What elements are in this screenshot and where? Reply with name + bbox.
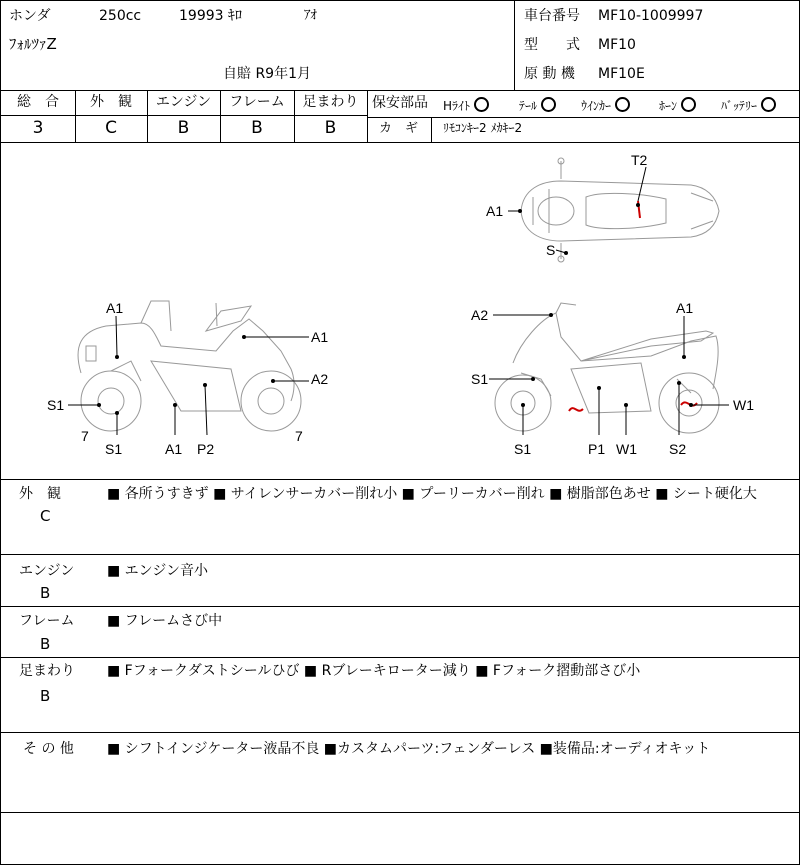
divider [431, 117, 432, 142]
key-value: ﾘﾓｺﾝｷｰ2 ﾒｶｷｰ2 [443, 121, 523, 135]
label-7: 7 [81, 428, 89, 444]
label-a2: A2 [311, 371, 329, 387]
divider [1, 90, 799, 91]
divider [1, 554, 799, 555]
divider [1, 479, 799, 480]
label-a1: A1 [486, 203, 504, 219]
label-p1: P1 [588, 441, 606, 457]
label-s2: S2 [669, 441, 687, 457]
exterior-grade: C [105, 118, 117, 138]
ok-circle-icon [615, 97, 630, 112]
section-grade-suspension: B [40, 687, 51, 705]
section-grade-engine: B [40, 584, 51, 602]
insurance-expiry: 自賠 R9年1月 [223, 66, 311, 82]
model-name: ﾌｫﾙﾂｧZ [9, 35, 57, 53]
label-a2: A2 [471, 307, 489, 323]
section-title-engine: エンジン [19, 563, 75, 579]
key-label: カ ギ [379, 121, 419, 136]
section-text-exterior: ■ 各所うすきず ■ サイレンサーカバー削れ小 ■ プーリーカバー削れ ■ 樹脂部色あせ ■ シート硬化大 [107, 486, 757, 502]
section-grade-exterior: C [40, 507, 51, 525]
maker: ホンダ [9, 8, 51, 24]
overall-label: 総 合 [17, 94, 59, 110]
frame-no-label: 車台番号 [524, 8, 580, 24]
safety-label: 保安部品 [372, 95, 428, 111]
frame-grade-label: フレーム [229, 94, 285, 110]
section-title-frame: フレーム [19, 613, 75, 629]
safety-battery: ﾊﾞｯﾃﾘｰ [721, 97, 776, 112]
section-title-exterior: 外 観 [19, 486, 61, 502]
label-s1: S1 [471, 371, 489, 387]
label-w1: W1 [616, 441, 637, 457]
overall-grade: 3 [32, 118, 44, 138]
label-7: 7 [295, 428, 303, 444]
scratch-mark [569, 408, 583, 411]
exterior-label: 外 観 [90, 94, 132, 110]
divider [1, 606, 799, 607]
damage-points [97, 203, 693, 415]
divider [1, 115, 367, 116]
section-grade-frame: B [40, 635, 51, 653]
section-text-other: ■ シフトインジケーター液晶不良 ■カスタムパーツ:フェンダーレス ■装備品:オーディオキット [107, 741, 711, 757]
label-s1: S1 [514, 441, 532, 457]
label-a1: A1 [106, 300, 124, 316]
label-a1: A1 [311, 329, 329, 345]
body-color: ｱｵ [304, 8, 317, 23]
label-w1: W1 [733, 397, 754, 413]
mileage: 19993 ｷﾛ [179, 8, 242, 24]
divider [367, 90, 368, 142]
type-value: MF10 [598, 37, 636, 53]
safety-headlight: Hﾗｲﾄ [443, 97, 489, 112]
ok-circle-icon [474, 97, 489, 112]
engine-label: 原 動 機 [524, 66, 575, 82]
label-a1: A1 [165, 441, 183, 457]
section-title-other: そ の 他 [23, 741, 74, 757]
scooter-right-view [495, 300, 719, 433]
label-t2: T2 [631, 152, 648, 168]
engine-grade: B [177, 118, 190, 138]
safety-winker: ｳｲﾝｶｰ [581, 97, 630, 112]
header-divider [514, 1, 515, 90]
section-title-suspension: 足まわり [19, 663, 75, 679]
divider [1, 732, 799, 733]
engine-value: MF10E [598, 66, 645, 82]
ok-circle-icon [541, 97, 556, 112]
section-text-frame: ■ フレームさび中 [107, 613, 223, 629]
suspension-grade: B [324, 118, 337, 138]
type-label: 型 式 [524, 37, 580, 53]
scooter-left-view [78, 301, 301, 431]
frame-no: MF10-1009997 [598, 8, 704, 24]
frame-grade: B [251, 118, 263, 138]
label-s: S [546, 242, 556, 258]
label-a1: A1 [676, 300, 694, 316]
label-s1: S1 [47, 397, 65, 413]
label-p2: P2 [197, 441, 215, 457]
divider [1, 812, 799, 813]
safety-horn: ﾎｰﾝ [659, 97, 696, 112]
label-s1: S1 [105, 441, 123, 457]
ok-circle-icon [761, 97, 776, 112]
suspension-grade-label: 足まわり [302, 94, 359, 110]
engine-grade-label: エンジン [155, 94, 212, 110]
ok-circle-icon [681, 97, 696, 112]
displacement: 250cc [99, 8, 142, 24]
divider [1, 657, 799, 658]
safety-tail: ﾃｰﾙ [519, 97, 556, 112]
section-text-suspension: ■ Fフォークダストシールひび ■ Rブレーキローター減り ■ Fフォーク摺動部さび小 [107, 663, 641, 679]
section-text-engine: ■ エンジン音小 [107, 563, 208, 579]
